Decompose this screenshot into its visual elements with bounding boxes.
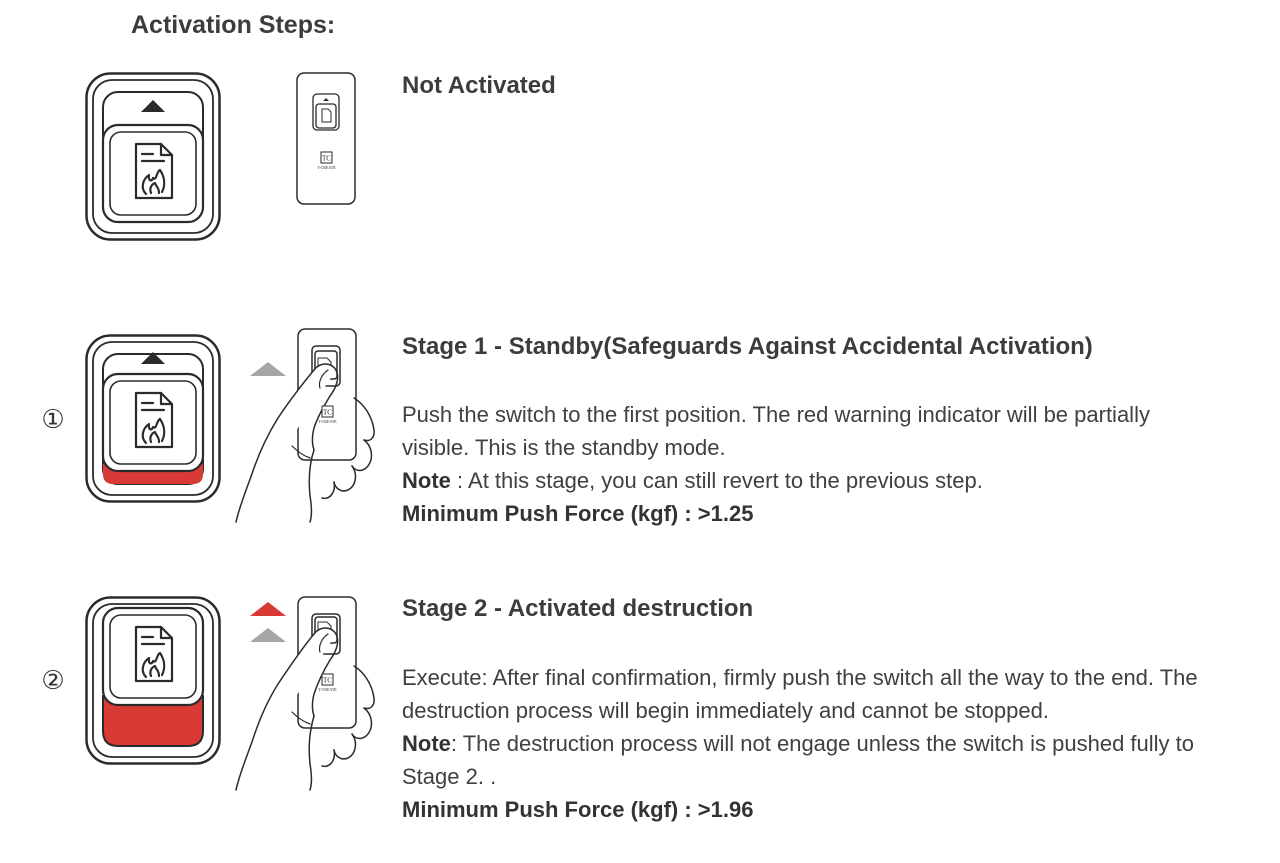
device-logo-mark: TC [323, 676, 332, 685]
step-heading-stage-2: Stage 2 - Activated destruction [402, 595, 754, 622]
device-logo-name: T-CREATE [318, 419, 337, 424]
push-arrow-red [250, 602, 286, 616]
device-logo-name: T-CREATE [317, 165, 336, 170]
switch-diagram-stage-1 [85, 334, 221, 504]
device-logo-name: T-CREATE [318, 687, 337, 692]
step-heading-not-activated: Not Activated [402, 72, 556, 99]
page-title: Activation Steps: [131, 11, 336, 39]
step-heading-stage-1: Stage 1 - Standby(Safeguards Against Accidental Activation) [402, 333, 1093, 360]
step-marker-1: ① [41, 404, 65, 434]
step-description-stage-2 [402, 661, 1252, 826]
note-text: : At this stage, you can still revert to the previous step. [450, 468, 983, 493]
hand-pushing-switch-stage-2 [232, 594, 382, 790]
device-logo-mark: TC [322, 154, 331, 163]
push-arrow-gray [250, 628, 286, 642]
stage-2-note [402, 727, 1222, 793]
switch-diagram-stage-2 [85, 596, 221, 766]
step-description-stage-1 [402, 398, 1252, 530]
device-front-view [296, 72, 356, 205]
step-marker-2: ② [41, 665, 65, 695]
stage-2-text: Execute: After final confirmation, firmly push the switch all the way to the end. The destruction process will begin immediately and cannot be stopped. [402, 665, 1198, 723]
note-label: Note [402, 468, 451, 493]
push-arrow-gray [250, 362, 286, 376]
switch-diagram-not-activated [85, 72, 221, 242]
device-logo-mark: TC [323, 408, 332, 417]
note-text: : The destruction process will not engage unless the switch is pushed fully to Stage 2. . [402, 731, 1195, 789]
stage-1-text: Push the switch to the first position. The red warning indicator will be partially visible. This is the standby mode. [402, 402, 1150, 460]
force-label: Minimum Push Force (kgf) : >1.96 [402, 797, 754, 822]
stage-1-note [402, 464, 1252, 497]
note-label: Note [402, 731, 451, 756]
stage-1-force [402, 497, 1252, 530]
hand-pushing-switch-stage-1 [232, 326, 382, 522]
force-label: Minimum Push Force (kgf) : >1.25 [402, 501, 754, 526]
stage-2-force [402, 793, 1252, 826]
